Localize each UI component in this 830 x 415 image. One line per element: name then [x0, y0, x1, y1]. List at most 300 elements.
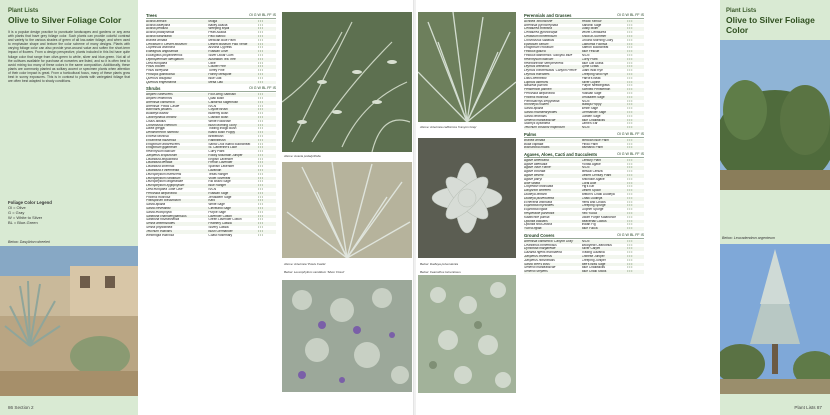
botanical-name: Leucophyllum candidum [146, 176, 181, 180]
color-code-marks: • • • [257, 207, 263, 211]
trees-heading: Trees Ol G W BL FF IS [146, 13, 276, 18]
color-code-marks: • • • [627, 255, 633, 259]
common-name: Santa Cruz Island Buckwheat [208, 142, 251, 146]
common-name: Chinese Juniper [581, 255, 605, 259]
foliage-legend [8, 200, 128, 225]
common-name: Trailing Indigo Bush [208, 127, 237, 131]
botanical-name: Lavandula stoechas [146, 165, 175, 169]
color-code-marks: • • • [627, 138, 633, 142]
color-code-marks: • • • [257, 76, 263, 80]
agaves-list [524, 159, 644, 231]
botanical-name: Agave americana [524, 158, 549, 162]
common-name: Sandhill Sage [581, 23, 602, 27]
color-code-marks: • • • [627, 114, 633, 118]
botanical-name: Perovskia atriplicifolia [146, 191, 177, 195]
botanical-name: Senna artemisioides [146, 222, 175, 226]
color-code-marks: • • • [257, 34, 263, 38]
color-code-marks: • • • [627, 31, 633, 35]
color-code-marks: • • • [627, 181, 633, 185]
common-name: Mexican Blue Palm [581, 138, 609, 142]
botanical-name: Acacia podalyriifolia [146, 31, 175, 35]
color-code-marks: • • • [627, 212, 633, 216]
botanical-name: Festuca glauca [524, 50, 546, 54]
color-code-marks: • • • [257, 127, 263, 131]
color-code-marks: • • • [257, 57, 263, 61]
botanical-name: Euphorbia rigida [524, 208, 548, 212]
color-code-marks: • • • [627, 53, 633, 57]
color-code-marks: • • • [627, 208, 633, 212]
color-code-marks: • • • [627, 118, 633, 122]
common-name: Silver Carpet [581, 247, 601, 251]
botanical-name: Westringia fruticosa [146, 233, 174, 237]
botanical-name: Salvia apiana [524, 107, 544, 111]
botanical-name: Santolina rosmarinifolia [146, 218, 180, 222]
botanical-name: Nassella pulchra [524, 84, 548, 88]
artemisia-photo [282, 162, 412, 258]
common-name: Coyote Brush [208, 108, 228, 112]
botanical-name: Agave colorata [524, 170, 546, 174]
common-name: Saffron Buckwheat [581, 46, 609, 50]
common-name: Texas Ranger [208, 172, 229, 176]
botanical-name: Brahea armata [146, 38, 168, 42]
color-code-marks: • • • [627, 95, 633, 99]
common-name: Rabbitbrush [208, 138, 226, 142]
botanical-name: Cercidium x 'Desert Museum' [146, 42, 188, 46]
color-code-marks: • • • [627, 162, 633, 166]
perennials-heading: Perennials and Grasses Ol G W BL FF IS [524, 13, 644, 18]
botanical-name: Juniperus horizontalis [524, 258, 555, 262]
common-name: Indian Fig [581, 223, 596, 227]
color-code-marks: • • • [627, 65, 633, 69]
legend-item: G = Gray [8, 210, 25, 215]
botanical-name: Senna phyllodinea [146, 226, 173, 230]
common-name: White Rockrose [208, 119, 231, 123]
botanical-name: Convolvulus sabatius [524, 38, 555, 42]
common-name: Violet Silverleaf [208, 176, 231, 180]
color-code-marks: • • • [257, 23, 263, 27]
botanical-name: Dasylirion wheeleri [524, 189, 551, 193]
common-name: Mescal Ceniza [581, 170, 603, 174]
common-name: Feathery Cassia [208, 222, 232, 226]
common-name: French Lavender [208, 161, 233, 165]
botanical-name: Helichrysum italicum [146, 150, 176, 154]
ceanothus-caption: Below: Ceanothus tomentosus [420, 270, 461, 274]
common-name: Pearl Acacia [208, 31, 227, 35]
botanical-name: Eriogonum giganteum [146, 146, 178, 150]
color-code-marks: • • • [627, 239, 633, 243]
common-name: Quail Bush [208, 96, 224, 100]
common-name: Lavandin [208, 169, 222, 173]
color-code-marks: • • • [627, 262, 633, 266]
common-name: Foxtail Agave [581, 162, 601, 166]
common-name: Arizona Cypress [208, 46, 232, 50]
right-title: Olive to Silver Foliage Color [726, 15, 815, 35]
color-code-marks: • • • [257, 96, 263, 100]
right-photo-caption: Below: Leucadendron argenteum [722, 236, 775, 240]
color-code-marks: • • • [627, 166, 633, 170]
table-row [524, 227, 644, 231]
botanical-name: Pinus coulteri [146, 65, 166, 69]
common-name: California Sagebrush [208, 100, 239, 104]
common-name: Chalk Dudleya [581, 196, 603, 200]
botanical-name: Yucca rigida [524, 227, 542, 231]
common-name: Torrey Pine [208, 69, 225, 73]
common-name: Coulter Pine [208, 65, 226, 69]
common-name: Bismarck Palm [581, 146, 603, 150]
botanical-name: Dudleya pulverulenta [524, 196, 554, 200]
color-code-marks: • • • [257, 42, 263, 46]
color-code-marks: • • • [257, 123, 263, 127]
common-name: N/CN [581, 166, 590, 170]
color-code-marks: • • • [257, 172, 263, 176]
botanical-name: Acacia pendula [146, 27, 168, 31]
botanical-name: Lupinus albifrons [524, 80, 549, 84]
botanical-name: Atriplex canescens [146, 93, 173, 97]
botanical-name: Perovskia atriplicifolia [524, 91, 555, 95]
trees-list [146, 20, 276, 85]
botanical-name: Agave parryi [524, 177, 542, 181]
table-row [524, 146, 644, 150]
color-code-marks: • • • [257, 169, 263, 173]
botanical-name: Agave deserti [524, 174, 544, 178]
common-name: Blue Chalk Sticks [581, 270, 607, 274]
botanical-name: Artemisia californica [146, 100, 175, 104]
common-name: Blue Fescue [581, 50, 600, 54]
color-code-marks: • • • [257, 115, 263, 119]
botanical-name: Leucophyllum zygophyllum [146, 184, 185, 188]
left-kicker: Plant Lists [8, 8, 39, 14]
legend-item: Ol = Olive [8, 205, 26, 210]
botanical-name: Cistus albidus [146, 119, 166, 123]
dudleya-caption: Below: Dudleya pulverulenta [420, 262, 459, 266]
common-name: Rocky Mountain Juniper [208, 153, 243, 157]
color-code-marks: • • • [627, 76, 633, 80]
common-name: Parrot's Beak [581, 76, 601, 80]
botanical-name: Senecio mandraliscae [524, 118, 556, 122]
common-name: Blue Ranger [208, 184, 227, 188]
color-code-marks: • • • [627, 50, 633, 54]
common-name: N/CN [581, 126, 590, 130]
color-code-marks: • • • [257, 195, 263, 199]
common-name: Pig's Ear [581, 185, 595, 189]
botanical-name: Lotus berthelotii [524, 76, 547, 80]
common-name: Blue Yucca [581, 227, 598, 231]
color-code-marks: • • • [627, 61, 633, 65]
legend-item: BL = Blue-Green [8, 220, 38, 225]
color-code-marks: • • • [627, 189, 633, 193]
color-code-marks: • • • [257, 72, 263, 76]
color-code-marks: • • • [257, 229, 263, 233]
color-code-marks: • • • [627, 243, 633, 247]
common-name: Coast Rosemary [208, 233, 233, 237]
botanical-name: Leymus triticoides [524, 72, 550, 76]
color-code-marks: • • • [257, 46, 263, 50]
common-name: Creeping Spurge [581, 204, 606, 208]
botanical-name: Artemisia californica 'Canyon Gray' [524, 239, 574, 243]
botanical-name: Dalea greggii [146, 127, 165, 131]
color-code-marks: • • • [257, 119, 263, 123]
color-code-marks: • • • [257, 38, 263, 42]
palms-list [524, 139, 644, 150]
color-code-marks: • • • [257, 108, 263, 112]
botanical-name: Epilobium canum [524, 42, 549, 46]
common-name: N/CN [208, 188, 217, 192]
color-code-marks: • • • [257, 65, 263, 69]
botanical-name: Eucalyptus polyanthemos [146, 53, 183, 57]
botanical-name: Salvia apiana [146, 203, 166, 207]
botanical-name: Acacia willardiana [146, 34, 172, 38]
groundcovers-list [524, 240, 644, 274]
common-name: Britton's Chalk Dudleya [581, 193, 615, 197]
color-code-marks: • • • [257, 184, 263, 188]
botanical-name: Senecio serpens [524, 270, 548, 274]
color-code-marks: • • • [627, 204, 633, 208]
color-code-marks: • • • [257, 31, 263, 35]
color-code-marks: • • • [627, 42, 633, 46]
botanical-name: Salvia officinalis [524, 114, 547, 118]
botanical-name: Calocephalus brownii [146, 115, 177, 119]
common-name: Curry Plant [208, 150, 225, 154]
color-code-marks: • • • [257, 157, 263, 161]
color-code-marks: • • • [257, 188, 263, 192]
common-name: Cushion Bush [208, 115, 229, 119]
botanical-name: Leucophyllum frutescens [146, 172, 182, 176]
botanical-name: Eriogonum crocatum [524, 46, 554, 50]
common-name: Woolyleaf Ceanothus [581, 243, 612, 247]
groundcovers-heading: Ground Covers Ol G W BL FF IS [524, 233, 644, 239]
common-name: Ground Morning Glory [581, 38, 614, 42]
common-name: Russian Sage [581, 91, 602, 95]
botanical-name: Prosopis glandulosa [146, 72, 175, 76]
botanical-name: Phlomis fruticosa [524, 95, 549, 99]
color-code-marks: • • • [257, 226, 263, 230]
color-code-marks: • • • [257, 53, 263, 57]
color-code-marks: • • • [257, 150, 263, 154]
color-code-marks: • • • [257, 233, 263, 237]
color-code-marks: • • • [627, 142, 633, 146]
table-row [146, 234, 276, 238]
common-name: N/CN [208, 104, 217, 108]
common-name: Cleveland Sage [208, 207, 231, 211]
botanical-name: Bismarckia nobilis [524, 146, 550, 150]
common-name: Yellow Yarrow [581, 19, 602, 23]
common-name: Desert Museum Palo Verde [208, 42, 248, 46]
common-name: Brittlebush [208, 134, 224, 138]
color-code-marks: • • • [627, 251, 633, 255]
color-code-marks: • • • [627, 38, 633, 42]
right-page [416, 0, 830, 415]
ceanothus-photo [418, 275, 516, 393]
botanical-name: Lavandula angustifolia [146, 157, 178, 161]
common-name: California Fuchsia [581, 42, 608, 46]
botanical-name: Salvia clevelandii [146, 207, 171, 211]
table-row [524, 126, 644, 130]
leucophyllum-caption: Below: Leucophyllum candidum 'Silver Cloud' [284, 270, 345, 274]
botanical-name: Centaurea gymnocarpa [524, 31, 558, 35]
color-code-marks: • • • [627, 223, 633, 227]
color-code-marks: • • • [257, 69, 263, 73]
acacia-caption: Above: Acacia podalyriifolia [284, 154, 321, 158]
perennials-table [524, 14, 644, 274]
common-name: Weeping Myall [208, 27, 230, 31]
common-name: Blue Chalksticks [581, 118, 605, 122]
color-code-marks: • • • [627, 107, 633, 111]
common-name: Dwarf Purple Kalanchoe [581, 215, 616, 219]
botanical-name: Stachys byzantina [524, 122, 550, 126]
left-photo-caption: Below: Dasylirion wheeleri [8, 240, 50, 244]
common-name: Russian Sage [208, 191, 229, 195]
color-code-marks: • • • [627, 69, 633, 73]
common-name: Velvet Centaurea [581, 31, 607, 35]
botanical-name: Santolina chamaecyparissus [146, 214, 187, 218]
color-code-marks: • • • [627, 219, 633, 223]
dasylirion-photo [0, 246, 138, 396]
color-code-marks: • • • [257, 134, 263, 138]
color-code-marks: • • • [257, 210, 263, 214]
color-code-marks: • • • [257, 222, 263, 226]
common-name: Curry Plant [581, 57, 598, 61]
botanical-name: Salvia chamaedryoides [524, 110, 557, 114]
color-code-marks: • • • [257, 93, 263, 97]
botanical-name: Pinus torreyana [146, 69, 169, 73]
botanical-name: Ericameria nauseosa [146, 138, 176, 142]
botanical-name: Senecio mandraliscae [524, 266, 556, 270]
common-name: Garden Sage [581, 114, 601, 118]
botanical-name: Juniperus chinensis [524, 255, 552, 259]
botanical-name: Juniperus scopulorum [146, 153, 178, 157]
botanical-name: Leucophyllum langmaniae [146, 180, 184, 184]
common-name: Bailey Acacia [208, 23, 228, 27]
botanical-name: Acacia aneura [146, 19, 167, 23]
common-name: Four-wing Saltbush [208, 93, 236, 97]
color-code-marks: • • • [627, 158, 633, 162]
common-name: Russian Olive [208, 50, 229, 54]
color-code-marks: • • • [627, 258, 633, 262]
common-name: Green Lavender Cotton [208, 218, 242, 222]
color-code-marks: • • • [257, 165, 263, 169]
common-name: Palo Blanco [208, 34, 226, 38]
botanical-name: Leymus arenarius [524, 65, 550, 69]
botanical-name: Hesperaloe parviflora [524, 212, 555, 216]
botanical-name: Pittosporum crassifolium [146, 199, 181, 203]
botanical-name: Artemisia pycnocephala [524, 23, 558, 27]
legend-item: W = White to Silver [8, 215, 43, 220]
common-name: Silver Lupine [581, 80, 601, 84]
botanical-name: Acacia baileyana [146, 23, 171, 27]
common-name: Honey Mesquite [208, 72, 232, 76]
color-code-marks: • • • [257, 112, 263, 116]
botanical-name: Cerastium tomentosum [524, 34, 557, 38]
common-name: Dusty Miller [581, 27, 599, 31]
table-row [146, 81, 276, 85]
common-name: Mesa Oak [208, 80, 223, 84]
common-name: Jerusalem Sage [208, 195, 232, 199]
common-name: Germander Sage [581, 110, 607, 114]
botanical-name: Artemisia 'Powis Castle' [146, 104, 180, 108]
botanical-name: Leymus condensatus 'Canyon Prince' [524, 69, 578, 73]
color-code-marks: • • • [257, 61, 263, 65]
botanical-name: Baccharis pilularis [146, 108, 172, 112]
common-name: White Sage [208, 203, 225, 207]
table-row [524, 270, 644, 274]
botanical-name: Gazania rigens leucolaena [524, 251, 562, 255]
common-name: Lavender Cotton [208, 214, 232, 218]
botanical-name: Plecostachys serpyllifolia [524, 99, 560, 103]
botanical-name: Quercus douglasii [146, 76, 172, 80]
color-code-marks: • • • [257, 203, 263, 207]
botanical-name: Leptospermum laevigatum [146, 57, 184, 61]
color-code-marks: • • • [257, 50, 263, 54]
common-name: Jerusalem Sage [581, 95, 605, 99]
left-title: Olive to Silver Foliage Color [8, 15, 122, 25]
color-code-marks: • • • [627, 270, 633, 274]
acacia-photo [282, 12, 412, 152]
common-name: Trailing Gazania [581, 251, 605, 255]
common-name: Beavertail Cactus [581, 219, 607, 223]
common-name: Purple Sage [208, 210, 226, 214]
left-intro: It is a popular design practice to punctuate landscapes and gardens or any area with plants that have grey foliage color. Such plants can provide colorful contrast and variety to the various shades of green of all low-water foliage, and when used to emphasize shape and texture the color scheme of many designs. Plants with varying foliage color can also provide year-around value and soften the short-term impact of flowers. From a design perspective, plants included in this list have quite foliage color that range from olive-green to white, silver and blue-green. Not all of the cultivars available for purchase at nurseries are listed, and so it is often best to avoid mixing too many of these colors in the same composition. Additionally, these plants are commonly planted as solitary accent or specimen plants when attention of their color impact is great. From a horticultural focus, many of these plants grow best in sunny exposures. This is in contrast to plants with variegated foliage that are often best adapted to shady conditions. [8, 30, 130, 84]
botanical-name: Salvia leucophylla [146, 210, 172, 214]
botanical-name: Agave attenuata [524, 162, 548, 166]
common-name: Olive [208, 61, 216, 65]
botanical-name: Quercus engelmannii [146, 80, 177, 84]
common-name: Coral Aloe [581, 181, 597, 185]
botanical-name: Salvia 'Bee's Bliss' [524, 262, 551, 266]
color-code-marks: • • • [627, 91, 633, 95]
color-code-marks: • • • [627, 80, 633, 84]
botanical-name: Convolvulus cneorum [146, 123, 177, 127]
color-code-marks: • • • [257, 176, 263, 180]
color-code-marks: • • • [627, 196, 633, 200]
color-code-marks: • • • [257, 104, 263, 108]
botanical-name: Brahea armata [524, 138, 546, 142]
botanical-name: Eriogonum arborescens [146, 142, 180, 146]
color-code-marks: • • • [257, 138, 263, 142]
color-code-marks: • • • [627, 103, 633, 107]
color-code-marks: • • • [627, 193, 633, 197]
common-name: Bush Morning Glory [208, 123, 237, 127]
color-code-marks: • • • [627, 174, 633, 178]
botanical-name: Centaurea cineraria [524, 27, 552, 31]
botanical-name: Euphorbia myrsinites [524, 204, 554, 208]
botanical-name: Penstemon palmeri [524, 88, 552, 92]
common-name: Pindo Palm [581, 142, 598, 146]
color-code-marks: • • • [257, 146, 263, 150]
common-name: Desert Century Plant [581, 174, 612, 178]
common-name: Artichoke Agave [581, 177, 605, 181]
botanical-name: Dendromecon harfordii [146, 131, 179, 135]
color-code-marks: • • • [257, 80, 263, 84]
common-name: Matilija Poppy [581, 103, 602, 107]
common-name: Red Yucca [581, 212, 597, 216]
common-name: Spanish Lavender [208, 165, 235, 169]
botanical-name: Achillea 'Moonshine' [524, 19, 553, 23]
botanical-name: Atriplex lentiformis [146, 96, 173, 100]
botanical-name: Romneya coulteri [524, 103, 549, 107]
color-code-marks: • • • [627, 266, 633, 270]
color-code-marks: • • • [627, 110, 633, 114]
color-code-marks: • • • [627, 185, 633, 189]
botanical-name: Teucrium cossonii majoricum [524, 126, 565, 130]
botanical-name: Phlomis fruticosa [146, 195, 171, 199]
botanical-name: Echeveria imbricata [524, 200, 552, 204]
color-code-marks: • • • [627, 170, 633, 174]
color-code-marks: • • • [257, 27, 263, 31]
common-name: Blue Chalksticks [581, 266, 605, 270]
common-name: Lamb's Ear [581, 122, 598, 126]
color-code-marks: • • • [257, 153, 263, 157]
color-code-marks: • • • [257, 161, 263, 165]
